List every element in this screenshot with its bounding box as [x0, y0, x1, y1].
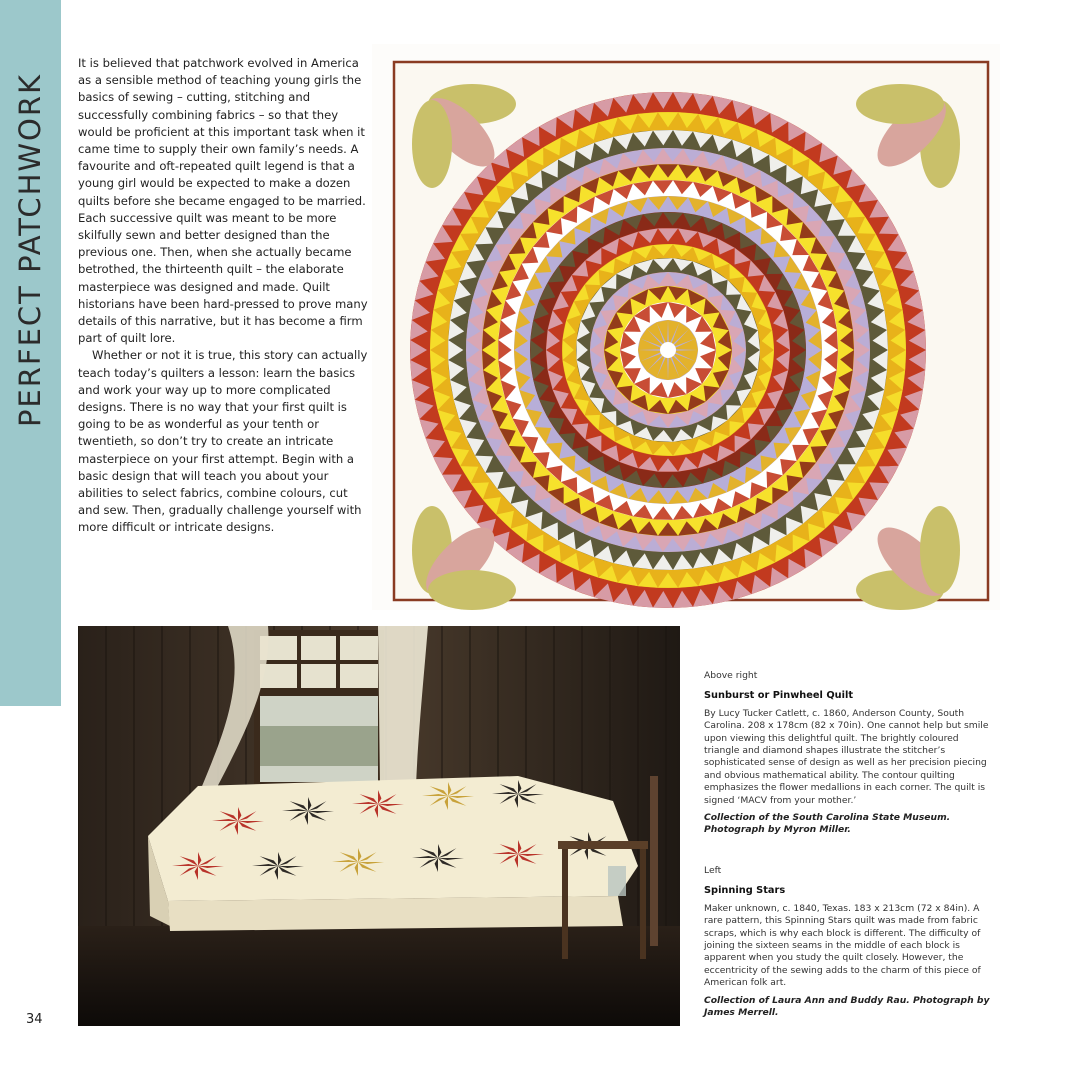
sunburst-quilt-photo — [372, 44, 1000, 610]
caption-credit: Collection of the South Carolina State Museum. Photograph by Myron Miller. — [704, 812, 951, 836]
caption-body: By Lucy Tucker Catlett, c. 1860, Anderson County, South Carolina. 208 x 178cm (82 x 70in). One cannot help but smile upon viewing this delightful quilt. The brightly coloured triangle and diamond shapes illustrate the stitcher’s sophisticated sense of design as well as her precision piecing and obvious mathematical ability. The contour quilting emphasizes the flower medallions in each corner. The quilt is signed ‘MACV from your mother.’ — [704, 707, 989, 806]
caption-kicker: Left — [704, 864, 722, 876]
caption-body: Maker unknown, c. 1840, Texas. 183 x 213cm (72 x 84in). A rare pattern, this Spinning Stars quilt was made from fabric scraps, which is why each block is different. The difficulty of joining the sixteen seams in the middle of each block is apparent when you study the quilt closely. However, the eccentricity of the sewing adds to the charm of this piece of American folk art. — [704, 902, 981, 989]
caption-credit: Collection of Laura Ann and Buddy Rau. Photograph by James Merrell. — [704, 994, 990, 1018]
intro-paragraph-1: It is believed that patchwork evolved in America as a sensible method of teaching young girls the basics of sewing – cutting, stitching and successfully combining fabrics – so that they would be proficient at this important task when it came time to supply their own family’s needs. A favourite and oft-repeated quilt legend is that a young girl would be expected to make a dozen quilts before she became engaged to be married. Each successive quilt was meant to be more skilfully sewn and better designed than the previous one. Then, when she actually became betrothed, the thirteenth quilt – the elaborate masterpiece was designed and made. Quilt historians have been hard-pressed to prove many details of this narrative, but it has become a firm part of quilt lore. — [78, 56, 368, 346]
caption-title: Sunburst or Pinwheel Quilt — [704, 690, 854, 702]
caption-sunburst — [704, 670, 994, 837]
intro-paragraph-2: Whether or not it is true, this story can actually teach today’s quilters a lesson: learn the basics and work your way up to more complicated designs. There is no way that your first quilt is going to be as wonderful as your tenth or twentieth, so don’t try to create an intricate masterpiece on your first attempt. Begin with a basic design that will teach you about your abilities to select fabrics, combine colours, cut and sew. Then, gradually challenge yourself with more difficult or intricate designs. — [78, 348, 368, 535]
caption-title: Spinning Stars — [704, 885, 786, 897]
sunburst-quilt-image — [372, 44, 1000, 610]
spinning-stars-image — [78, 626, 680, 1026]
photo-captions — [704, 670, 994, 1019]
intro-text — [78, 55, 368, 537]
section-title: PERFECT PATCHWORK — [13, 72, 47, 428]
spinning-stars-bed-photo — [78, 626, 680, 1026]
caption-kicker: Above right — [704, 670, 758, 681]
page-number: 34 — [26, 1012, 43, 1027]
caption-spinning-stars — [704, 865, 994, 1019]
